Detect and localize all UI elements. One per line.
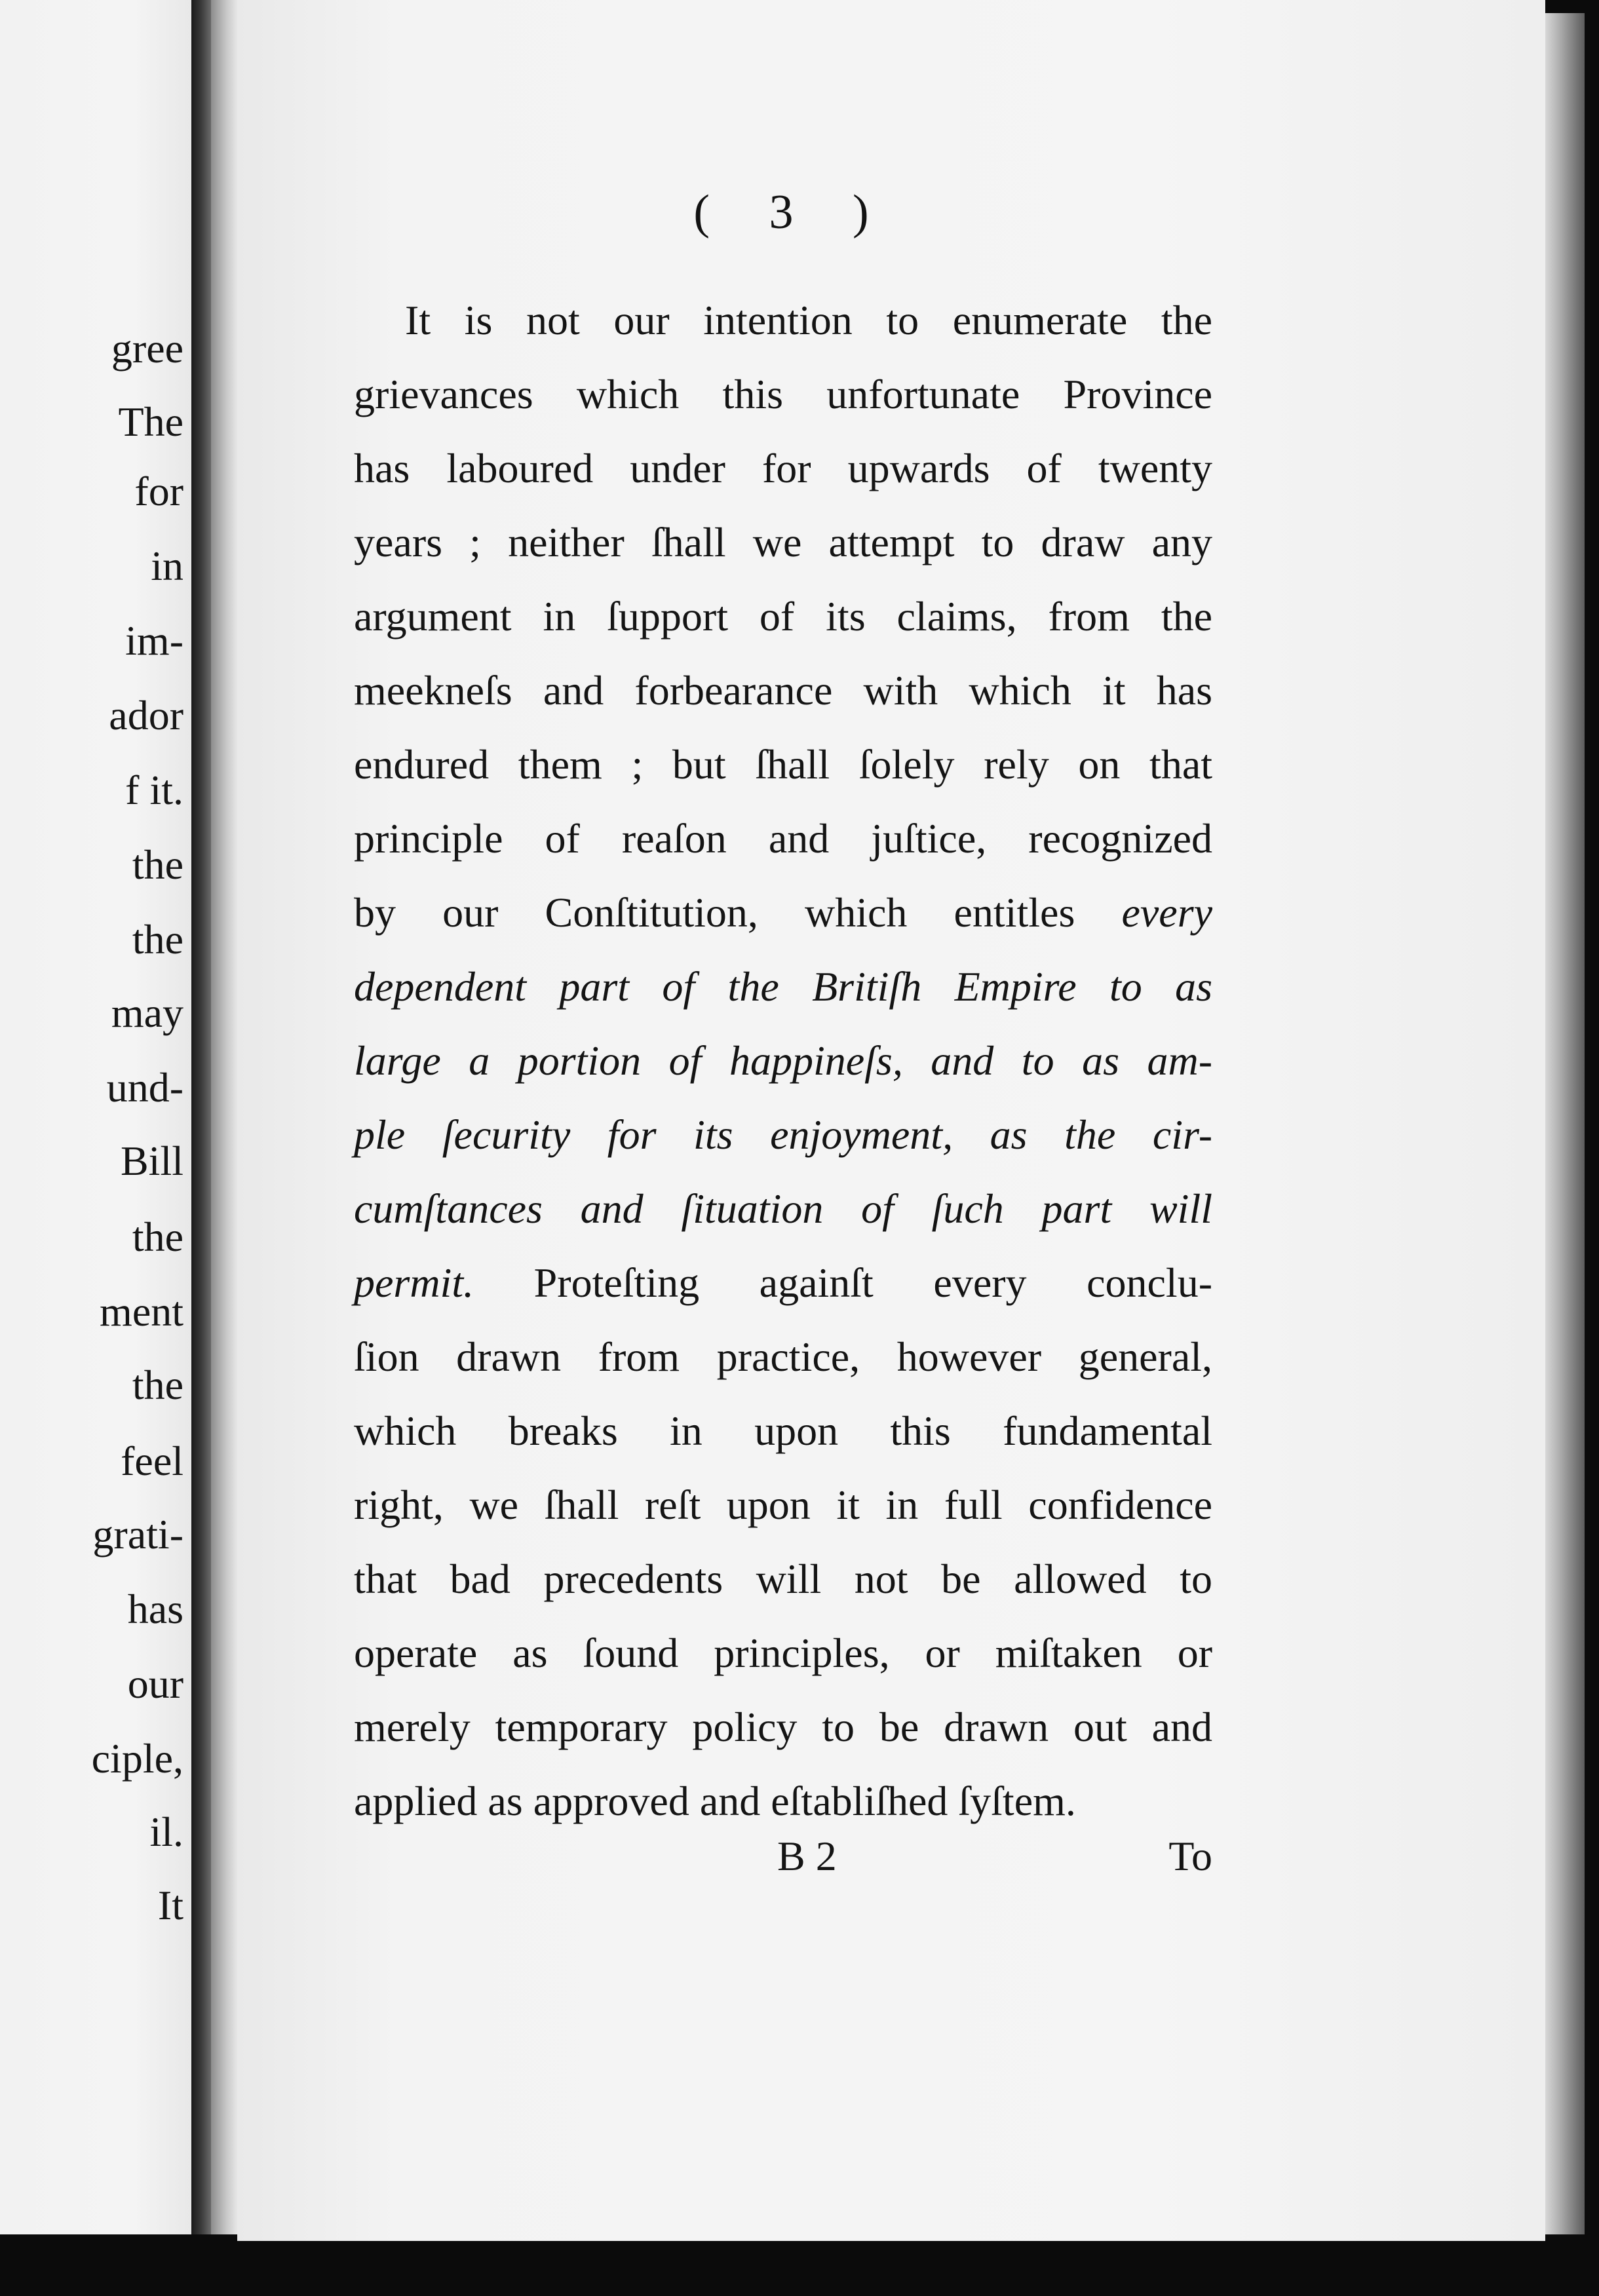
text-line: right, we ſhall reſt upon it in full confidence [354,1482,1212,1528]
previous-page [0,0,191,2234]
text-segment-italic: permit. [354,1259,474,1306]
text-line: years ; neither ſhall we attempt to draw any [354,519,1212,565]
text-segment-roman: Proteſting againſt every conclu- [533,1259,1213,1306]
left-page-fragment: our [127,1660,183,1707]
text-line: applied as approved and eſtabliſhed ſyſtem. [354,1778,1076,1824]
text-line: ſion drawn from practice, however general, [354,1333,1212,1380]
text-line-italic: large a portion of happineſs, and to as am- [354,1037,1212,1084]
left-page-fragment: It [157,1882,183,1928]
text-line: argument in ſupport of its claims, from the [354,593,1212,640]
left-page-fragment: grati- [92,1511,183,1558]
left-page-fragment: ador [109,692,183,738]
left-page-fragment: gree [111,325,183,372]
text-line: has laboured under for upwards of twenty [354,445,1212,491]
left-page-fragment: the [132,916,183,963]
text-line: operate as ſound principles, or miſtaken or [354,1630,1212,1676]
text-line: merely temporary policy to be drawn out and [354,1704,1212,1750]
text-line-italic: dependent part of the Britiſh Empire to as [354,963,1212,1010]
page-number: ( 3 ) [693,185,893,239]
text-line: It is not our intention to enumerate the [405,297,1212,343]
text-line: endured them ; but ſhall ſolely rely on that [354,741,1212,788]
left-page-fragment: the [132,841,183,888]
left-page-fragment: has [127,1586,183,1632]
left-page-fragment: the [132,1214,183,1260]
page-edge-shadow [1545,13,1585,2234]
body-text [354,283,1212,1838]
gutter-shadow [211,0,237,2234]
text-line-mixed [354,1246,1212,1320]
left-page-fragment: ciple, [91,1735,183,1782]
text-line: that bad precedents will not be allowed to [354,1556,1212,1602]
text-line-italic: cumſtances and ſituation of ſuch part will [354,1185,1212,1232]
left-page-fragment: Bill [120,1138,183,1184]
text-line: meekneſs and forbearance with which it has [354,667,1212,714]
catchword: To [1168,1833,1212,1879]
signature-mark: B 2 [777,1833,837,1879]
page-footer [354,1832,1212,1898]
text-line: which breaks in upon this fundamental [354,1407,1212,1454]
text-line: grievances which this unfortunate Province [354,371,1212,417]
book-gutter [191,0,211,2234]
left-page-fragment: f it. [125,767,183,813]
left-page-fragment: may [111,989,183,1036]
text-line-mixed [354,875,1212,949]
left-page-fragment: in [151,543,183,589]
left-page-fragment: ment [100,1288,183,1335]
left-page-fragment: und- [106,1064,183,1111]
text-segment-italic: every [1121,889,1213,936]
left-page-fragment: im- [125,617,183,664]
text-line: principle of reaſon and juſtice, recognized [354,815,1212,862]
text-segment-roman: by our Conſtitution, which entitles [354,889,1075,936]
left-page-fragment: feel [121,1438,183,1484]
left-page-fragment: il. [149,1808,183,1855]
left-page-fragment: The [118,398,183,445]
left-page-fragment: the [132,1362,183,1408]
left-page-fragment: for [134,468,183,514]
text-line-italic: ple ſecurity for its enjoyment, as the cir- [354,1111,1212,1158]
